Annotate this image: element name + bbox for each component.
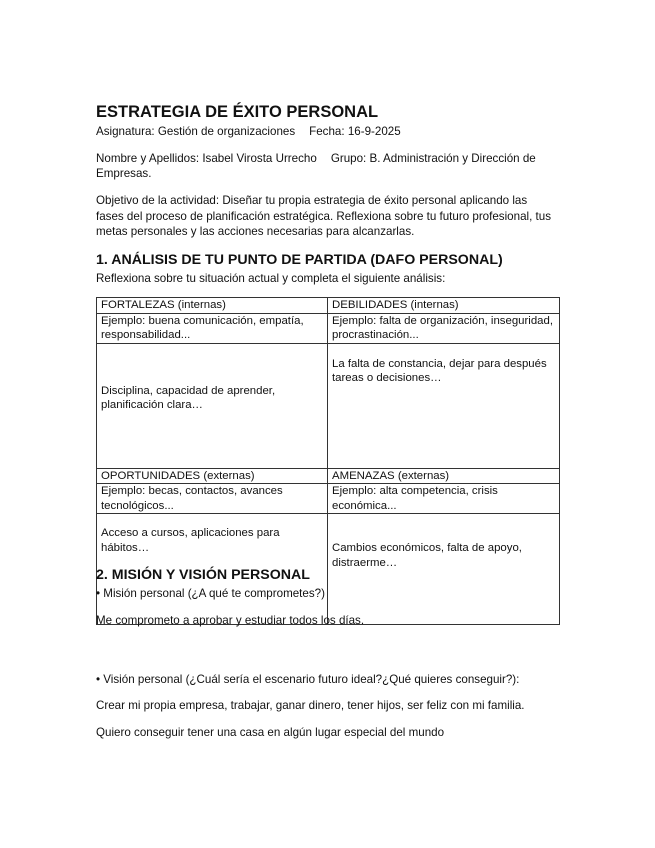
name-group-line: [96, 151, 536, 167]
table-row: [97, 468, 560, 484]
group-label: Grupo: B. Administración y Dirección de: [330, 152, 536, 165]
strengths-answer[interactable]: Disciplina, capacidad de aprender, planificación clara…: [97, 343, 328, 468]
opportunities-header: OPORTUNIDADES (externas): [97, 468, 328, 484]
group-continuation: Empresas.: [96, 167, 152, 180]
subject-date-line: [96, 124, 401, 140]
subject-label: Asignatura: Gestión de organizaciones: [96, 125, 296, 138]
section1-title: 1. ANÁLISIS DE TU PUNTO DE PARTIDA (DAFO PERSONAL): [96, 252, 503, 268]
strengths-example: Ejemplo: buena comunicación, empatía, responsabilidad...: [97, 313, 328, 343]
weaknesses-answer[interactable]: La falta de constancia, dejar para después tareas o decisiones…: [328, 343, 560, 468]
strengths-header: FORTALEZAS (internas): [97, 298, 328, 314]
student-name: Nombre y Apellidos: Isabel Virosta Urrecho: [96, 152, 317, 165]
vision-answer-1[interactable]: Crear mi propia empresa, trabajar, ganar dinero, tener hijos, ser feliz con mi familia.: [96, 699, 525, 712]
table-row: [97, 343, 560, 468]
vision-answer-2[interactable]: Quiero conseguir tener una casa en algún lugar especial del mundo: [96, 726, 445, 739]
threats-answer[interactable]: Cambios económicos, falta de apoyo, distraerme…: [328, 514, 560, 625]
threats-header: AMENAZAS (externas): [328, 468, 560, 484]
mission-answer[interactable]: Me comprometo a aprobar y estudiar todos los días.: [96, 614, 365, 627]
section1-intro: Reflexiona sobre tu situación actual y completa el siguiente análisis:: [96, 272, 446, 285]
weaknesses-header: DEBILIDADES (internas): [328, 298, 560, 314]
threats-example: Ejemplo: alta competencia, crisis económica...: [328, 484, 560, 514]
weaknesses-example: Ejemplo: falta de organización, inseguridad, procrastinación...: [328, 313, 560, 343]
section2-title: 2. MISIÓN Y VISIÓN PERSONAL: [96, 567, 310, 583]
date-label: Fecha: 16-9-2025: [309, 125, 401, 138]
opportunities-example: Ejemplo: becas, contactos, avances tecnológicos...: [97, 484, 328, 514]
vision-prompt: • Visión personal (¿Cuál sería el escenario futuro ideal?¿Qué quieres conseguir?):: [96, 673, 520, 686]
table-row: [97, 313, 560, 343]
activity-objective: Objetivo de la actividad: Diseñar tu propia estrategia de éxito personal aplicando las fases del proceso de planificación estratégica. Reflexiona sobre tu futuro profesional, tus metas personales y las acciones necesarias para alcanzarlas.: [96, 194, 551, 238]
table-row: [97, 484, 560, 514]
table-row: [97, 298, 560, 314]
opportunities-answer[interactable]: Acceso a cursos, aplicaciones para hábitos…: [97, 514, 328, 625]
mission-prompt: • Misión personal (¿A qué te comprometes?): [96, 587, 325, 600]
document-title: ESTRATEGIA DE ÉXITO PERSONAL: [96, 103, 379, 121]
